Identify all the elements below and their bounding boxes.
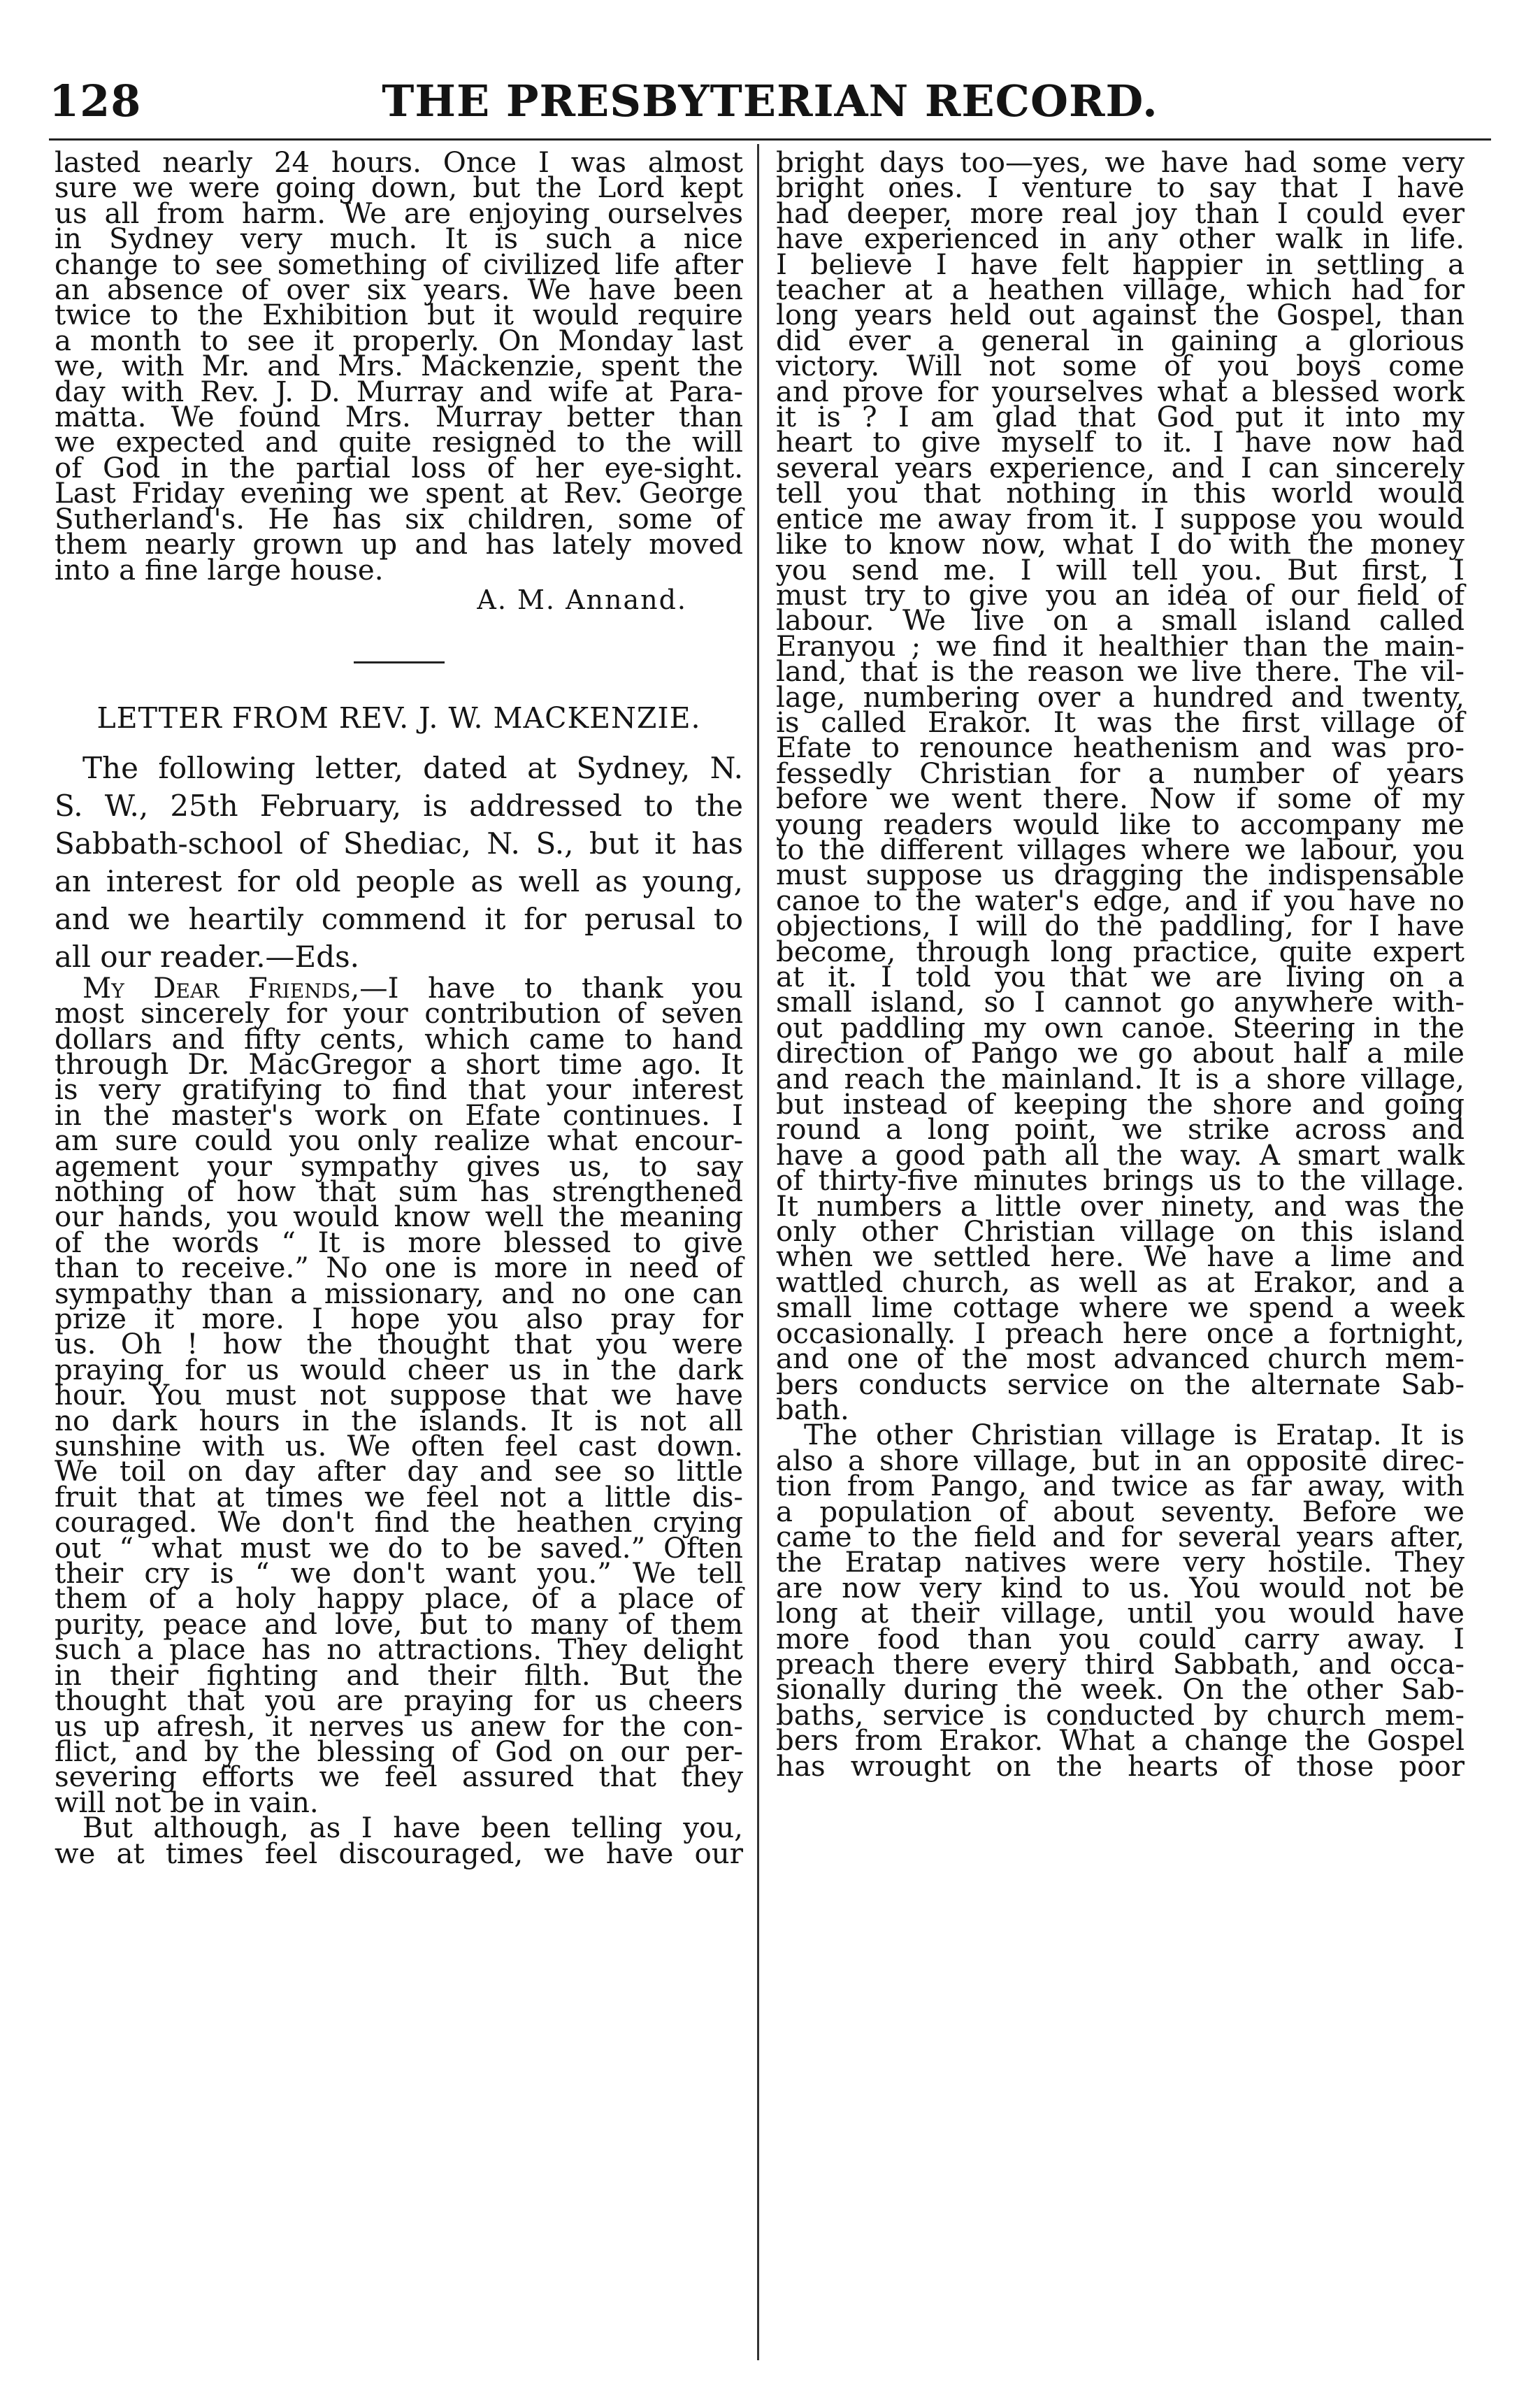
text-line: long years held out against the Gospel, than xyxy=(776,299,1465,332)
text-line: an interest for old people as well as young, xyxy=(55,863,743,898)
text-line: of thirty-five minutes brings us to the village. xyxy=(776,1164,1465,1198)
text-line: bright ones. I venture to say that I have xyxy=(776,171,1465,205)
text-line: our hands, you would know well the meaning xyxy=(55,1200,743,1234)
text-line: wattled church, as well as at Erakor, and a xyxy=(776,1265,1465,1299)
text-line: bers from Erakor. What a change the Gospel xyxy=(776,1724,1465,1758)
text-line: prize it more. I hope you also pray for xyxy=(55,1302,743,1335)
header-rule xyxy=(49,138,1491,141)
text-line: a month to see it properly. On Monday last xyxy=(55,324,743,357)
text-line: but instead of keeping the shore and going xyxy=(776,1088,1465,1121)
text-line: at it. I told you that we are living on a xyxy=(776,961,1465,993)
text-line: S. W., 25th February, is addressed to the xyxy=(55,788,743,823)
text-line: is called Erakor. It was the first village of xyxy=(776,705,1465,739)
text-line: have experienced in any other walk in life. xyxy=(776,222,1465,256)
text-line: become, through long practice, quite expert xyxy=(776,935,1465,968)
text-line: small lime cottage where we spend a week xyxy=(776,1291,1465,1325)
text-line: direction of Pango we go about half a mile xyxy=(776,1037,1465,1070)
text-line: tell you that nothing in this world would xyxy=(776,477,1465,510)
text-line: severing efforts we feel assured that they xyxy=(55,1760,743,1794)
text-line: most sincerely for your contribution of seven xyxy=(55,997,743,1031)
text-line: bers conducts service on the alternate Sab- xyxy=(776,1367,1465,1401)
text-line: couraged. We don't find the heathen crying xyxy=(55,1506,743,1539)
right-column xyxy=(776,146,1465,1783)
text-line: only other Christian village on this island xyxy=(776,1215,1465,1249)
text-line: lage, numbering over a hundred and twenty, xyxy=(776,680,1465,714)
text-line: you send me. I will tell you. But first, I xyxy=(776,553,1465,587)
text-line: nothing of how that sum has strengthened xyxy=(55,1175,743,1208)
letter-first-line: —I have to thank you xyxy=(359,971,743,1005)
text-line: had deeper, more real joy than I could ever xyxy=(776,196,1465,230)
text-line: is very gratifying to find that your interest xyxy=(55,1073,743,1107)
text-line: must try to give you an idea of our field of xyxy=(776,578,1465,612)
text-line: change to see something of civilized life after xyxy=(55,247,743,281)
text-line: also a shore village, but in an opposite direc- xyxy=(776,1444,1465,1477)
journal-title: THE PRESBYTERIAN RECORD. xyxy=(382,76,1158,127)
letter-paragraph xyxy=(776,146,1465,1426)
text-line: we expected and quite resigned to the will xyxy=(55,426,743,459)
text-line: have a good path all the way. A smart walk xyxy=(776,1138,1465,1172)
text-line: canoe to the water's edge, and if you have no xyxy=(776,884,1465,917)
text-line: came to the field and for several years after, xyxy=(776,1520,1465,1553)
text-line: into a fine large house. xyxy=(55,553,384,587)
text-line: it is ? I am glad that God put it into my xyxy=(776,401,1465,434)
mackenzie-letter-opening xyxy=(55,971,743,1819)
text-line: out “ what must we do to be saved.” Often xyxy=(55,1531,743,1565)
text-line: more food than you could carry away. I xyxy=(776,1622,1465,1656)
text-line: long at their village, until you would have xyxy=(776,1597,1465,1630)
text-line: praying for us would cheer us in the dark xyxy=(55,1353,743,1386)
text-line: twice to the Exhibition but it would require xyxy=(55,299,743,332)
text-line: such a place has no attractions. They delight xyxy=(55,1633,743,1667)
text-line: bright days too—yes, we have had some very xyxy=(776,146,1465,179)
text-line: of God in the partial loss of her eye-sight. xyxy=(55,451,743,484)
text-line: will not be in vain. xyxy=(55,1786,319,1819)
text-line: and one of the most advanced church mem- xyxy=(776,1342,1465,1376)
text-line: in their fighting and their filth. But the xyxy=(55,1658,743,1692)
text-line: bath. xyxy=(776,1393,849,1426)
editor-intro xyxy=(55,749,743,976)
text-line: are now very kind to us. You would not be xyxy=(776,1571,1465,1604)
text-line: and reach the mainland. It is a shore village, xyxy=(776,1062,1465,1096)
text-line: through Dr. MacGregor a short time ago. It xyxy=(55,1047,743,1081)
text-line: flict, and by the blessing of God on our per- xyxy=(55,1735,743,1768)
text-line: I believe I have felt happier in settling a xyxy=(776,247,1465,281)
text-line: than to receive.” No one is more in need of xyxy=(55,1251,743,1285)
text-line: hour. You must not suppose that we have xyxy=(55,1379,743,1412)
text-line: agement your sympathy gives us, to say xyxy=(55,1149,743,1183)
text-line: matta. We found Mrs. Murray better than xyxy=(55,401,743,434)
text-line: purity, peace and love, but to many of them xyxy=(55,1607,743,1641)
text-line: The other Christian village is Eratap. It is xyxy=(804,1419,1465,1452)
letter-continuation xyxy=(55,1811,743,1870)
text-line: The following letter, dated at Sydney, N. xyxy=(82,750,743,785)
text-line: Last Friday evening we spent at Rev. George xyxy=(55,477,743,510)
text-line: Eranyou ; we find it healthier than the main- xyxy=(776,629,1465,663)
text-line: We toil on day after day and see so little xyxy=(55,1455,743,1488)
text-line: and prove for yourselves what a blessed work xyxy=(776,375,1465,408)
text-line: them nearly grown up and has lately moved xyxy=(55,528,743,561)
text-line: preach there every third Sabbath, and occa- xyxy=(776,1647,1465,1681)
text-line: the Eratap natives were very hostile. They xyxy=(776,1546,1465,1579)
text-line: us. Oh ! how the thought that you were xyxy=(55,1328,743,1361)
text-line: It numbers a little over ninety, and was the xyxy=(776,1189,1465,1223)
text-line: labour. We live on a small island called xyxy=(776,604,1465,638)
left-column xyxy=(55,146,743,1870)
page-number: 128 xyxy=(49,76,142,127)
text-line: them of a holy happy place, of a place of xyxy=(55,1582,743,1616)
text-line: sure we were going down, but the Lord kept xyxy=(55,171,743,205)
signature: A. M. Annand. xyxy=(477,584,687,615)
text-line: round a long point, we strike across and xyxy=(776,1113,1465,1147)
text-line: Sutherland's. He has six children, some of xyxy=(55,502,743,536)
text-line: Sabbath-school of Shediac, N. S., but it has xyxy=(55,826,743,861)
text-line: when we settled here. We have a lime and xyxy=(776,1240,1465,1274)
text-line: in the master's work on Efate continues. I xyxy=(55,1098,743,1132)
text-line: baths, service is conducted by church mem- xyxy=(776,1698,1465,1732)
text-line: But although, as I have been telling you, xyxy=(82,1811,743,1845)
text-line: lasted nearly 24 hours. Once I was almost xyxy=(55,146,743,179)
text-line: tion from Pango, and twice as far away, with xyxy=(776,1470,1465,1503)
section-divider xyxy=(354,661,445,663)
text-line: an absence of over six years. We have been xyxy=(55,273,743,307)
text-line: has wrought on the hearts of those poor xyxy=(776,1749,1465,1783)
text-line: out paddling my own canoe. Steering in the xyxy=(776,1011,1465,1044)
text-line: all our reader.—Eds. xyxy=(55,939,359,974)
text-line: we at times feel discouraged, we have our xyxy=(55,1837,743,1870)
text-line: heart to give myself to it. I have now had xyxy=(776,426,1465,459)
letter-paragraph-eratap xyxy=(776,1419,1465,1783)
text-line: objections, I will do the paddling, for I have xyxy=(776,910,1465,943)
text-line: we, with Mr. and Mrs. Mackenzie, spent the xyxy=(55,350,743,383)
text-line: and we heartily commend it for perusal to xyxy=(55,901,743,936)
page-header xyxy=(49,62,1491,138)
text-line: occasionally. I preach here once a fortnight, xyxy=(776,1316,1465,1350)
text-line: no dark hours in the islands. It is not all xyxy=(55,1404,743,1437)
annand-letter-ending xyxy=(55,146,743,587)
text-line: day with Rev. J. D. Murray and wife at Para- xyxy=(55,375,743,408)
text-line: teacher at a heathen village, which had for xyxy=(776,273,1465,307)
text-line: sionally during the week. On the other Sab- xyxy=(776,1673,1465,1707)
letter-salutation: My Dear Friends, xyxy=(82,971,360,1005)
text-line: small island, so I cannot go anywhere with- xyxy=(776,986,1465,1019)
text-line: am sure could you only realize what encour- xyxy=(55,1124,743,1158)
column-divider xyxy=(757,144,759,2360)
text-line: did ever a general in gaining a glorious xyxy=(776,324,1465,357)
text-line: their cry is “ we don't want you.” We tell xyxy=(55,1557,743,1591)
text-line: us up afresh, it nerves us anew for the con- xyxy=(55,1709,743,1743)
text-line: like to know now, what I do with the money xyxy=(776,528,1465,561)
text-line: must suppose us dragging the indispensable xyxy=(776,859,1465,892)
text-line: us all from harm. We are enjoying ourselves xyxy=(55,196,743,230)
text-line: of the words “ It is more blessed to give xyxy=(55,1226,743,1259)
text-line: thought that you are praying for us cheers xyxy=(55,1684,743,1718)
text-line: Efate to renounce heathenism and was pro- xyxy=(776,731,1465,765)
text-line: a population of about seventy. Before we xyxy=(776,1495,1465,1528)
text-line: young readers would like to accompany me xyxy=(776,807,1465,841)
section-heading: LETTER FROM REV. J. W. MACKENZIE. xyxy=(96,701,701,735)
text-line: sunshine with us. We often feel cast down. xyxy=(55,1430,743,1463)
text-line: fruit that at times we feel not a little dis- xyxy=(55,1480,743,1514)
text-line: in Sydney very much. It is such a nice xyxy=(55,222,743,256)
text-line: sympathy than a missionary, and no one can xyxy=(55,1277,743,1310)
text-line: fessedly Christian for a number of years xyxy=(776,756,1465,790)
text-line: entice me away from it. I suppose you would xyxy=(776,502,1465,536)
text-line: before we went there. Now if some of my xyxy=(776,782,1465,816)
text-line: victory. Will not some of you boys come xyxy=(776,350,1465,383)
text-line: dollars and fifty cents, which came to hand xyxy=(55,1022,743,1056)
text-line: land, that is the reason we live there. The vil- xyxy=(776,655,1465,689)
text-line: several years experience, and I can sincerely xyxy=(776,451,1465,484)
text-line: to the different villages where we labour, you xyxy=(776,833,1465,866)
